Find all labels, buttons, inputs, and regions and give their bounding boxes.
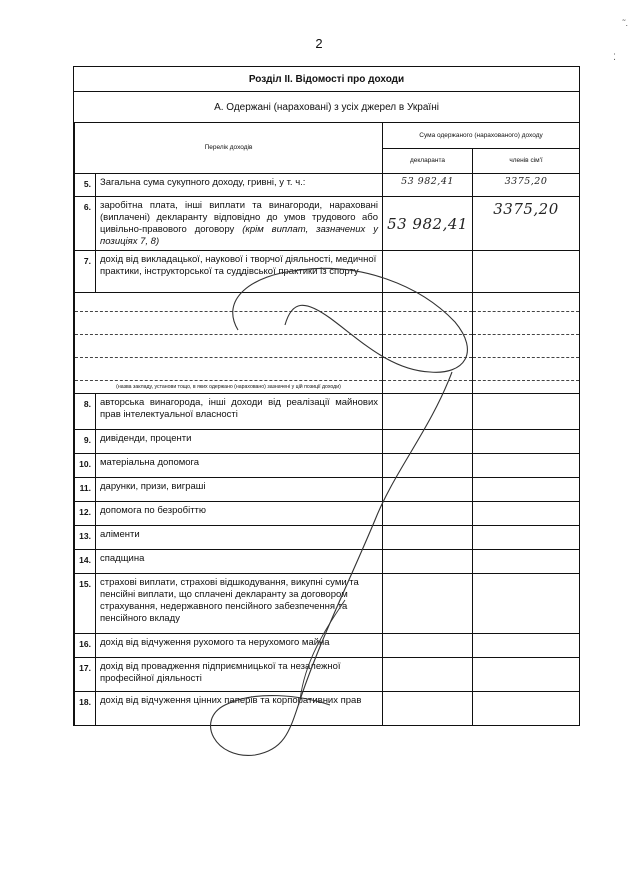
table-row	[75, 658, 580, 692]
institution-block	[75, 293, 580, 394]
row-number: 14.	[75, 550, 96, 574]
table-row	[75, 550, 580, 574]
income-form	[73, 66, 580, 726]
section-subtitle: А. Одержані (нараховані) з усіх джерел в Україні	[214, 101, 439, 113]
table-row	[75, 394, 580, 430]
family-amount	[473, 502, 580, 526]
table-row	[75, 692, 580, 726]
row-description: допомога по безробіттю	[96, 502, 383, 526]
family-amount: 3375,20	[473, 197, 580, 251]
side-mark: ⁚	[613, 52, 616, 62]
declarant-amount	[383, 502, 473, 526]
row-description: спадщина	[96, 550, 383, 574]
table-row	[75, 634, 580, 658]
family-amount	[473, 454, 580, 478]
table-row	[75, 454, 580, 478]
declarant-amount: 53 982,41	[383, 197, 473, 251]
family-amount	[473, 430, 580, 454]
declarant-amount	[383, 478, 473, 502]
row-number: 9.	[75, 430, 96, 454]
header-declarant: декларанта	[383, 149, 473, 174]
header-income-list: Перелік доходів	[75, 123, 383, 174]
row-number: 11.	[75, 478, 96, 502]
row-number: 18.	[75, 692, 96, 726]
family-amount	[473, 574, 580, 634]
declarant-amount	[383, 692, 473, 726]
row-number: 16.	[75, 634, 96, 658]
row-description: авторська винагорода, інші доходи від реалізації майнових прав інтелектуальної власності	[96, 394, 383, 430]
table-row	[75, 430, 580, 454]
row-description: страхові виплати, страхові відшкодування, викупні суми та пенсійні виплати, що сплачені декларанту за договором страхування, недержавного пенсійного забезпечення та пенсійного вкладу	[96, 574, 383, 634]
row-number: 13.	[75, 526, 96, 550]
page-number: 2	[315, 36, 323, 51]
row-number: 17.	[75, 658, 96, 692]
declarant-amount	[383, 430, 473, 454]
family-amount: 3375,20	[473, 174, 580, 197]
row-number: 10.	[75, 454, 96, 478]
row-number: 8.	[75, 394, 96, 430]
family-amount	[473, 394, 580, 430]
row-description: аліменти	[96, 526, 383, 550]
section-title: Розділ ІІ. Відомості про доходи	[74, 67, 579, 92]
family-amount	[473, 251, 580, 293]
declarant-amount	[383, 658, 473, 692]
table-row	[75, 502, 580, 526]
declarant-amount	[383, 550, 473, 574]
row-description: Загальна сума сукупного доходу, гривні, у т. ч.:	[96, 174, 383, 197]
table-row	[75, 526, 580, 550]
family-amount	[473, 293, 580, 394]
table-row	[75, 197, 580, 251]
declarant-amount	[383, 293, 473, 394]
row-description: дохід від відчуження цінних паперів та корпоративних прав	[96, 692, 383, 726]
institution-lines	[75, 293, 383, 394]
row-number: 5.	[75, 174, 96, 197]
header-family: членів сім'ї	[473, 149, 580, 174]
declarant-amount	[383, 574, 473, 634]
family-amount	[473, 550, 580, 574]
row-number: 12.	[75, 502, 96, 526]
row-description	[96, 197, 383, 251]
declarant-amount: 53 982,41	[383, 174, 473, 197]
table-row	[75, 574, 580, 634]
row-description: дохід від викладацької, наукової і творчої діяльності, медичної практики, інструкторської та суддівської практики із спорту	[96, 251, 383, 293]
institution-note: (назва закладу, установи тощо, в яких одержано (нараховано) зазначені у цій позиції доходи)	[116, 384, 341, 390]
declarant-amount	[383, 634, 473, 658]
row-description-note: (крім виплат, зазначених у позиціях 7, 8)	[100, 224, 378, 247]
table-row	[75, 174, 580, 197]
table-row	[75, 251, 580, 293]
family-amount	[473, 634, 580, 658]
declarant-amount	[383, 394, 473, 430]
declarant-amount	[383, 526, 473, 550]
corner-mark: ˜.	[622, 18, 628, 28]
row-description: дохід від відчуження рухомого та нерухомого майна	[96, 634, 383, 658]
row-description: матеріальна допомога	[96, 454, 383, 478]
header-income-sum: Сума одержаного (нарахованого) доходу	[383, 123, 580, 149]
income-table	[74, 122, 580, 726]
row-description: дохід від провадження підприємницької та незалежної професійної діяльності	[96, 658, 383, 692]
row-number: 15.	[75, 574, 96, 634]
declarant-amount	[383, 251, 473, 293]
family-amount	[473, 526, 580, 550]
row-description: дивіденди, проценти	[96, 430, 383, 454]
row-description: дарунки, призи, виграші	[96, 478, 383, 502]
family-amount	[473, 478, 580, 502]
declarant-amount	[383, 454, 473, 478]
family-amount	[473, 658, 580, 692]
family-amount	[473, 692, 580, 726]
row-description-text: заробітна плата, інші виплати та винагороди, нараховані (виплачені) декларанту відповідно до умов трудового або цивільно-правового договору	[100, 200, 378, 235]
row-number: 6.	[75, 197, 96, 251]
row-number: 7.	[75, 251, 96, 293]
table-row	[75, 478, 580, 502]
